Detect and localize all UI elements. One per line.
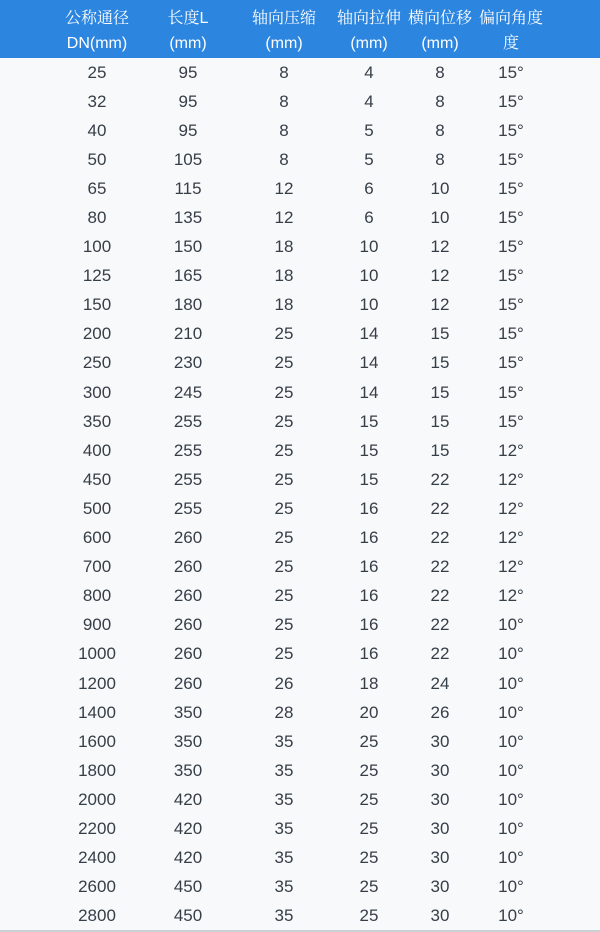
cell-nominal-diameter: 80 [87,208,107,228]
table-row [0,494,600,523]
header-line2: 度 [502,35,519,52]
cell-axial-tension: 10 [359,237,379,257]
cell-lateral-displacement: 10 [430,178,450,198]
cell-nominal-diameter: 350 [82,411,112,431]
cell-axial-compression: 8 [279,62,289,82]
spacer-cell [544,611,600,640]
cell-lateral-displacement: 30 [430,877,450,897]
cell-deflection-angle: 10° [498,877,524,897]
spacer-cell [0,203,50,232]
cell-nominal-diameter: 50 [87,149,107,169]
cell-deflection-angle: 10° [498,789,524,809]
cell-deflection-angle: 10° [498,673,524,693]
table-row [0,611,600,640]
table-row [0,524,600,553]
spacer-cell [0,814,50,843]
spacer-cell [0,233,50,262]
cell-axial-tension: 25 [359,818,379,838]
header-line1: 横向位移 [407,10,472,27]
cell-nominal-diameter: 2400 [78,848,116,868]
cell-lateral-displacement: 15 [430,353,450,373]
spacer-cell [0,611,50,640]
spacer-cell [544,844,600,873]
spacer-cell [0,87,50,116]
cell-deflection-angle: 12° [498,440,524,460]
cell-lateral-displacement: 10 [430,208,450,228]
cell-axial-tension: 16 [359,557,379,577]
cell-nominal-diameter: 125 [82,266,112,286]
cell-axial-tension: 10 [359,295,379,315]
cell-axial-tension: 25 [359,789,379,809]
cell-axial-tension: 16 [359,498,379,518]
cell-axial-tension: 15 [359,411,379,431]
cell-lateral-displacement: 15 [430,382,450,402]
spacer-cell [0,640,50,669]
cell-axial-tension: 14 [359,324,379,344]
spacer-cell [0,349,50,378]
spacer-cell [544,291,600,320]
cell-axial-compression: 25 [274,382,294,402]
cell-nominal-diameter: 700 [82,557,112,577]
cell-axial-compression: 35 [274,818,294,838]
cell-nominal-diameter: 1200 [78,673,116,693]
cell-axial-tension: 6 [364,178,374,198]
header-axial-tension [336,0,402,58]
spacer-cell [544,494,600,523]
cell-nominal-diameter: 2200 [78,818,116,838]
cell-nominal-diameter: 900 [82,615,112,635]
cell-deflection-angle: 10° [498,731,524,751]
cell-length: 255 [173,440,203,460]
cell-nominal-diameter: 1600 [78,731,116,751]
cell-length: 450 [173,877,203,897]
cell-axial-compression: 25 [274,557,294,577]
cell-length: 420 [173,818,203,838]
table-row [0,378,600,407]
spacer-cell [0,727,50,756]
cell-nominal-diameter: 40 [87,120,107,140]
cell-length: 180 [173,295,203,315]
cell-length: 260 [173,644,203,664]
cell-axial-compression: 26 [274,673,294,693]
cell-axial-tension: 15 [359,469,379,489]
cell-lateral-displacement: 12 [430,266,450,286]
spacer-cell [544,756,600,785]
cell-deflection-angle: 15° [498,353,524,373]
cell-nominal-diameter: 250 [82,353,112,373]
cell-nominal-diameter: 65 [87,178,107,198]
cell-nominal-diameter: 200 [82,324,112,344]
spacer-cell [0,116,50,145]
cell-length: 150 [173,237,203,257]
cell-axial-tension: 6 [364,208,374,228]
cell-lateral-displacement: 22 [430,586,450,606]
cell-nominal-diameter: 2800 [78,906,116,926]
cell-deflection-angle: 15° [498,178,524,198]
cell-axial-tension: 10 [359,266,379,286]
cell-length: 350 [173,760,203,780]
header-spacer-right [544,0,600,58]
cell-length: 260 [173,528,203,548]
cell-lateral-displacement: 22 [430,498,450,518]
spacer-cell [544,524,600,553]
cell-deflection-angle: 12° [498,469,524,489]
table-row [0,553,600,582]
spacer-cell [0,524,50,553]
cell-lateral-displacement: 22 [430,528,450,548]
spacer-cell [544,203,600,232]
cell-nominal-diameter: 500 [82,498,112,518]
cell-deflection-angle: 15° [498,208,524,228]
cell-nominal-diameter: 1400 [78,702,116,722]
cell-axial-tension: 25 [359,760,379,780]
cell-axial-tension: 25 [359,877,379,897]
spacer-cell [0,378,50,407]
table-row [0,465,600,494]
cell-length: 260 [173,586,203,606]
spacer-cell [0,291,50,320]
cell-deflection-angle: 15° [498,62,524,82]
header-line2: DN(mm) [66,35,128,52]
cell-length: 135 [173,208,203,228]
cell-length: 260 [173,673,203,693]
header-lateral-displacement [402,0,478,58]
cell-length: 230 [173,353,203,373]
cell-lateral-displacement: 30 [430,731,450,751]
cell-axial-tension: 14 [359,353,379,373]
spacer-cell [544,640,600,669]
table-row [0,174,600,203]
table-row [0,407,600,436]
cell-deflection-angle: 12° [498,498,524,518]
cell-deflection-angle: 15° [498,237,524,257]
cell-length: 420 [173,789,203,809]
cell-axial-tension: 20 [359,702,379,722]
cell-deflection-angle: 12° [498,586,524,606]
spacer-cell [0,844,50,873]
header-line1: 轴向压缩 [251,10,316,27]
spacer-cell [544,407,600,436]
spacer-cell [0,58,50,87]
table-row [0,756,600,785]
cell-length: 350 [173,702,203,722]
cell-length: 420 [173,848,203,868]
spacer-cell [0,553,50,582]
table-row [0,698,600,727]
cell-nominal-diameter: 450 [82,469,112,489]
cell-axial-tension: 14 [359,382,379,402]
header-line2: (mm) [169,35,207,52]
cell-axial-compression: 25 [274,469,294,489]
cell-axial-tension: 16 [359,528,379,548]
spacer-cell [544,902,600,931]
table-row [0,814,600,843]
cell-deflection-angle: 10° [498,760,524,780]
cell-deflection-angle: 15° [498,324,524,344]
cell-axial-compression: 25 [274,615,294,635]
header-deflection-angle [478,0,544,58]
spacer-cell [544,669,600,698]
cell-length: 165 [173,266,203,286]
cell-lateral-displacement: 30 [430,760,450,780]
header-line1: 公称通径 [64,10,129,27]
cell-lateral-displacement: 12 [430,237,450,257]
header-line2: (mm) [265,35,303,52]
spacer-cell [0,320,50,349]
cell-lateral-displacement: 26 [430,702,450,722]
header-axial-compression [232,0,336,58]
spacer-cell [544,378,600,407]
cell-axial-tension: 16 [359,615,379,635]
spacer-cell [0,582,50,611]
spacer-cell [544,582,600,611]
cell-lateral-displacement: 22 [430,469,450,489]
table-row [0,262,600,291]
spacer-cell [544,814,600,843]
cell-axial-tension: 18 [359,673,379,693]
cell-length: 245 [173,382,203,402]
cell-axial-compression: 12 [274,178,294,198]
cell-nominal-diameter: 1800 [78,760,116,780]
header-row [0,0,600,58]
table-row [0,844,600,873]
spacer-cell [544,233,600,262]
header-line2: (mm) [421,35,459,52]
spacer-cell [0,756,50,785]
spacer-cell [0,669,50,698]
cell-axial-compression: 25 [274,353,294,373]
spacer-cell [544,116,600,145]
cell-lateral-displacement: 12 [430,295,450,315]
cell-length: 105 [173,149,203,169]
cell-deflection-angle: 15° [498,266,524,286]
cell-lateral-displacement: 22 [430,615,450,635]
spacer-cell [0,494,50,523]
header-line1: 轴向拉伸 [336,10,401,27]
cell-length: 95 [178,91,198,111]
cell-length: 260 [173,557,203,577]
spacer-cell [544,58,600,87]
table-row [0,233,600,262]
cell-axial-tension: 5 [364,120,374,140]
cell-lateral-displacement: 8 [435,62,445,82]
table-row [0,436,600,465]
cell-axial-compression: 18 [274,237,294,257]
cell-axial-tension: 16 [359,644,379,664]
cell-nominal-diameter: 100 [82,237,112,257]
cell-deflection-angle: 10° [498,906,524,926]
cell-nominal-diameter: 2600 [78,877,116,897]
cell-axial-tension: 4 [364,62,374,82]
table-row [0,87,600,116]
cell-axial-compression: 8 [279,149,289,169]
cell-axial-compression: 35 [274,789,294,809]
cell-nominal-diameter: 400 [82,440,112,460]
table-row [0,291,600,320]
table-row [0,58,600,87]
cell-deflection-angle: 15° [498,295,524,315]
cell-deflection-angle: 12° [498,528,524,548]
table-row [0,582,600,611]
cell-axial-compression: 8 [279,120,289,140]
spacer-cell [544,785,600,814]
spacer-cell [544,873,600,902]
spacer-cell [0,785,50,814]
cell-deflection-angle: 15° [498,382,524,402]
header-nominal-diameter [50,0,144,58]
spacer-cell [544,436,600,465]
cell-axial-tension: 5 [364,149,374,169]
header-length [144,0,232,58]
cell-lateral-displacement: 30 [430,906,450,926]
cell-axial-tension: 25 [359,906,379,926]
table-header [0,0,600,58]
header-line2: (mm) [350,35,388,52]
cell-axial-tension: 16 [359,586,379,606]
cell-lateral-displacement: 15 [430,440,450,460]
cell-deflection-angle: 10° [498,848,524,868]
cell-axial-compression: 12 [274,208,294,228]
table-row [0,145,600,174]
cell-axial-compression: 35 [274,731,294,751]
cell-axial-compression: 25 [274,498,294,518]
cell-deflection-angle: 15° [498,120,524,140]
cell-length: 350 [173,731,203,751]
cell-lateral-displacement: 8 [435,120,445,140]
cell-axial-compression: 25 [274,440,294,460]
cell-deflection-angle: 10° [498,702,524,722]
spacer-cell [0,407,50,436]
cell-axial-compression: 25 [274,586,294,606]
cell-axial-compression: 35 [274,877,294,897]
cell-axial-tension: 25 [359,731,379,751]
cell-lateral-displacement: 24 [430,673,450,693]
cell-axial-compression: 28 [274,702,294,722]
spacer-cell [0,174,50,203]
cell-nominal-diameter: 32 [87,91,107,111]
spacer-cell [544,553,600,582]
spacer-cell [544,174,600,203]
spacer-cell [544,349,600,378]
spacer-cell [544,145,600,174]
cell-lateral-displacement: 30 [430,818,450,838]
cell-lateral-displacement: 22 [430,644,450,664]
table-row [0,640,600,669]
spacer-cell [0,902,50,931]
cell-length: 95 [178,62,198,82]
cell-axial-tension: 25 [359,848,379,868]
cell-nominal-diameter: 600 [82,528,112,548]
cell-axial-compression: 35 [274,848,294,868]
table-body [0,58,600,931]
cell-axial-compression: 8 [279,91,289,111]
cell-nominal-diameter: 25 [87,62,107,82]
cell-nominal-diameter: 1000 [78,644,116,664]
cell-deflection-angle: 10° [498,818,524,838]
cell-axial-compression: 25 [274,411,294,431]
table-row [0,669,600,698]
header-line1: 长度L [167,10,209,27]
cell-axial-compression: 25 [274,528,294,548]
header-spacer-left [0,0,50,58]
spacer-cell [0,698,50,727]
cell-lateral-displacement: 8 [435,91,445,111]
spacer-cell [0,262,50,291]
table-row [0,320,600,349]
cell-nominal-diameter: 150 [82,295,112,315]
cell-axial-tension: 15 [359,440,379,460]
cell-length: 450 [173,906,203,926]
table-row [0,785,600,814]
spacer-cell [0,436,50,465]
cell-axial-compression: 35 [274,760,294,780]
spacer-cell [544,698,600,727]
table-row [0,873,600,902]
cell-axial-compression: 25 [274,644,294,664]
cell-lateral-displacement: 30 [430,789,450,809]
table-row [0,116,600,145]
cell-axial-compression: 18 [274,295,294,315]
spacer-cell [544,465,600,494]
spacer-cell [544,727,600,756]
table-row [0,727,600,756]
cell-lateral-displacement: 8 [435,149,445,169]
cell-nominal-diameter: 800 [82,586,112,606]
cell-lateral-displacement: 15 [430,411,450,431]
cell-axial-compression: 18 [274,266,294,286]
spacer-cell [0,873,50,902]
cell-length: 115 [174,178,202,198]
cell-length: 260 [173,615,203,635]
cell-axial-tension: 4 [364,91,374,111]
cell-deflection-angle: 12° [498,557,524,577]
table-row [0,203,600,232]
cell-length: 95 [178,120,198,140]
cell-lateral-displacement: 22 [430,557,450,577]
cell-deflection-angle: 15° [498,149,524,169]
cell-axial-compression: 25 [274,324,294,344]
cell-deflection-angle: 10° [498,615,524,635]
spacer-cell [544,87,600,116]
header-line1: 偏向角度 [478,10,543,27]
spacer-cell [0,465,50,494]
cell-length: 210 [173,324,203,344]
table-row [0,902,600,931]
spacer-cell [0,145,50,174]
cell-deflection-angle: 15° [498,411,524,431]
cell-nominal-diameter: 300 [82,382,112,402]
cell-deflection-angle: 10° [498,644,524,664]
spacer-cell [544,262,600,291]
cell-deflection-angle: 15° [498,91,524,111]
cell-length: 255 [173,469,203,489]
cell-lateral-displacement: 15 [430,324,450,344]
table-row [0,349,600,378]
cell-lateral-displacement: 30 [430,848,450,868]
cell-nominal-diameter: 2000 [78,789,116,809]
cell-length: 255 [173,411,203,431]
cell-length: 255 [173,498,203,518]
cell-axial-compression: 35 [274,906,294,926]
spacer-cell [544,320,600,349]
